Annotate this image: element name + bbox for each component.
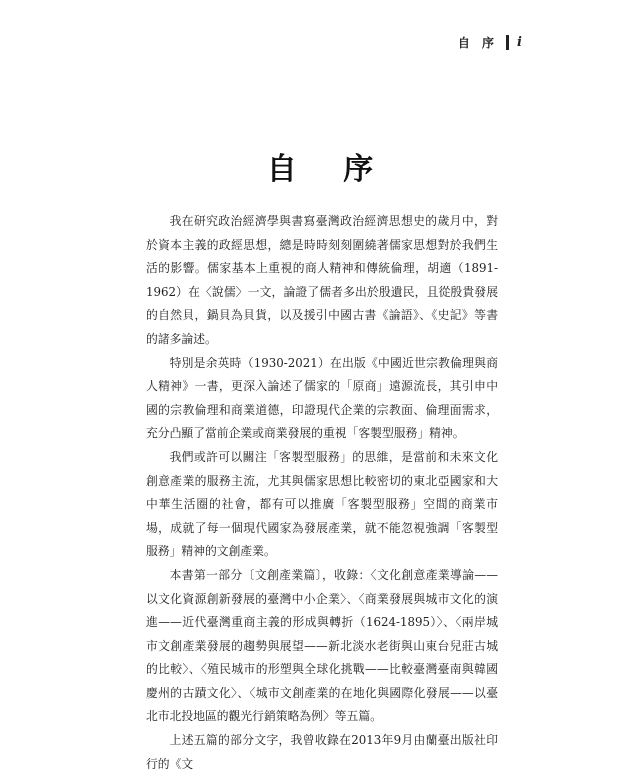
paragraph: 上述五篇的部分文字，我曾收錄在2013年9月由蘭臺出版社印行的《文 xyxy=(146,733,498,771)
page-title: 自 序 xyxy=(266,152,392,187)
running-head-section: 自 序 xyxy=(457,36,499,50)
paragraph: 本書第一部分〔文創產業篇〕，收錄：〈文化創意產業導論——以文化資源創新發展的臺灣中小企業〉、〈商業發展與城市文化的演進——近代臺灣重商主義的形成與轉折（1624-1895）〉、〈兩岸城市文創產業發展的趨勢與展望——新北淡水老街與山東台兒莊古城的比較〉、〈殖民城市的形塑與全球化挑戰——比較臺灣臺南與韓國慶州的古蹟文化〉、〈城市文創產業的在地化與國際化發展——以臺北市北投地區的觀光行銷策略為例〉等五篇。 xyxy=(146,567,498,724)
page-number: i xyxy=(517,35,522,50)
running-head xyxy=(458,34,522,51)
paragraph: 特別是余英時（1930-2021）在出版《中國近世宗教倫理與商人精神》一書，更深入論述了儒家的「原商」遠源流長，其引申中國的宗教倫理和商業道德，印證現代企業的宗教面、倫理面需求，充分凸顯了當前企業或商業發展的重視「客製型服務」精神。 xyxy=(146,355,498,441)
body-text xyxy=(146,210,498,776)
paragraph: 我們或許可以關注「客製型服務」的思維，是當前和未來文化創意產業的服務主流，尤其與儒家思想比較密切的東北亞國家和大中華生活圈的社會，都有可以推廣「客製型服務」空間的商業市場，成就了每一個現代國家為發展產業，就不能忽視強調「客製型服務」精神的文創產業。 xyxy=(146,449,498,559)
running-head-divider xyxy=(506,35,509,50)
paragraph: 我在研究政治經濟學與書寫臺灣政治經濟思想史的歲月中，對於資本主義的政經思想，總是時時刻刻圍繞著儒家思想對於我們生活的影響。儒家基本上重視的商人精神和傳統倫理，胡適（1891-1962）在〈說儒〉一文，論證了儒者多出於殷遺民，且從殷貴發展的自然貝，鍋貝為貝貨，以及援引中國古書《論語》、《史記》等書的諸多論述。 xyxy=(146,214,498,346)
